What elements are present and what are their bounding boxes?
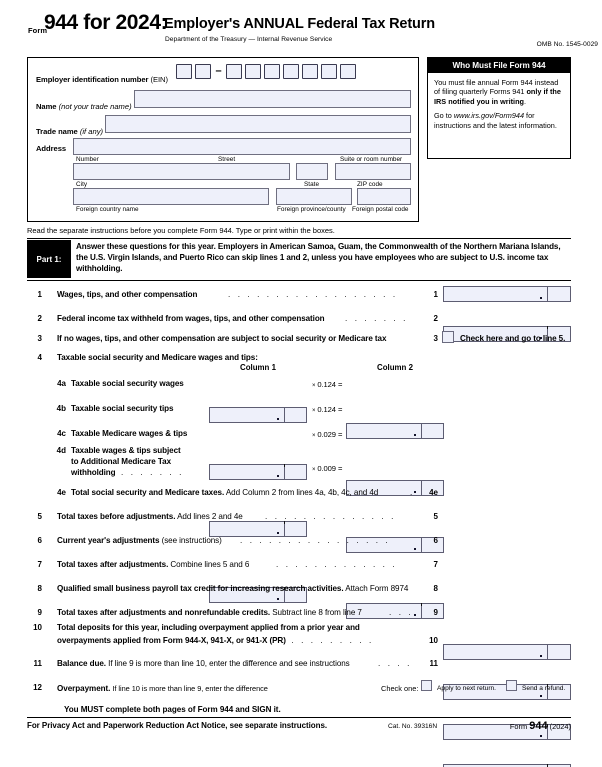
- line-5-box-number: 5: [433, 512, 438, 521]
- line-7-box-number: 7: [433, 560, 438, 569]
- line-12-number: 12: [33, 683, 42, 692]
- line-3-checkbox[interactable]: [442, 331, 454, 343]
- who-must-file-paragraph-2: Go to www.irs.gov/Form944 for instructions and the latest information.: [434, 111, 557, 130]
- line-3-label: If no wages, tips, and other compensation are subject to social security or Medicare tax: [57, 334, 387, 343]
- line-9-leader: . . .: [389, 608, 414, 617]
- line-2-box-number: 2: [433, 314, 438, 323]
- address-street-sublabel: Street: [218, 156, 236, 163]
- form-word-label: Form: [28, 26, 48, 35]
- line-4d-label-line3: withholding: [71, 468, 116, 477]
- line-1-label: Wages, tips, and other compensation: [57, 290, 198, 299]
- line-9-number: 9: [37, 608, 42, 617]
- ein-digit-4[interactable]: [245, 64, 261, 79]
- foreign-province-input[interactable]: [276, 188, 352, 205]
- department-subtitle: Department of the Treasury — Internal Revenue Service: [165, 36, 333, 43]
- ein-digit-5[interactable]: [264, 64, 280, 79]
- line-4b-number: 4b: [56, 404, 66, 413]
- who-must-file-paragraph-1: You must file annual Form 944 instead of filing quarterly Forms 941 only if the IRS notified you in writing.: [434, 77, 561, 106]
- line-4a-column2-input[interactable]: [346, 423, 444, 439]
- line-4a-column1-input[interactable]: [209, 407, 307, 423]
- ein-digit-6[interactable]: [283, 64, 299, 79]
- who-must-file-heading: Who Must File Form 944: [428, 58, 570, 73]
- line-3-number: 3: [37, 334, 42, 343]
- page-title: Employer's ANNUAL Federal Tax Return: [164, 16, 435, 32]
- address-state-input[interactable]: [296, 163, 328, 180]
- who-must-file-body: [428, 73, 570, 135]
- must-complete-notice: You MUST complete both pages of Form 944 and SIGN it.: [64, 705, 281, 714]
- line-11-leader: . . . .: [378, 659, 412, 668]
- line-4d-label-line2: to Additional Medicare Tax: [71, 457, 172, 466]
- line-8-box-number: 8: [433, 584, 438, 593]
- line-5-leader: . . . . . . . . . . . . . .: [265, 512, 396, 521]
- line-5-label: Total taxes before adjustments. Add lines 2 and 4e: [57, 512, 243, 521]
- line-4d-number: 4d: [56, 446, 66, 455]
- name-input[interactable]: [134, 90, 411, 108]
- line-6-number: 6: [37, 536, 42, 545]
- ein-digit-3[interactable]: [226, 64, 242, 79]
- line-4a-number: 4a: [57, 379, 66, 388]
- line-4c-label: Taxable Medicare wages & tips: [71, 429, 188, 438]
- line-4-number: 4: [37, 353, 42, 362]
- address-zip-input[interactable]: [335, 163, 411, 180]
- line-4e-leader: .: [410, 488, 413, 497]
- line-4d-rate: × 0.009 =: [312, 464, 343, 473]
- footer-rule: [27, 717, 571, 718]
- line-4c-column1-input[interactable]: [209, 521, 307, 537]
- who-must-file-box: [427, 57, 571, 159]
- part1-instruction-text: Answer these questions for this year. Employers in American Samoa, Guam, the Commonwealth of the Northern Mariana Islands, the U.S. Virgin Islands, and Puerto Rico can skip lines 1 and 2, unless you have employees who are subject to U.S. income tax withholding.: [76, 242, 561, 274]
- line-4e-box-number: 4e: [429, 488, 438, 497]
- line-4d-label-line1: Taxable wages & tips subject: [71, 446, 181, 455]
- line-8-number: 8: [37, 584, 42, 593]
- ein-dash: –: [215, 65, 222, 77]
- omb-number: OMB No. 1545-0029: [536, 41, 598, 48]
- part1-top-rule: [27, 238, 571, 239]
- line-12-send-refund-label: Send a refund.: [522, 685, 566, 692]
- line-10-box-number: 10: [429, 636, 438, 645]
- line-4-label: Taxable social security and Medicare wages and tips:: [57, 353, 258, 362]
- line-3-box-number: 3: [433, 334, 438, 343]
- line-4c-number: 4c: [57, 429, 66, 438]
- footer-form-identifier: Form 944 (2024): [509, 720, 571, 732]
- address-number-sublabel: Number: [76, 156, 99, 163]
- line-12-apply-next-return-checkbox[interactable]: [421, 680, 432, 691]
- line-3-checkbox-label: Check here and go to line 5.: [460, 334, 566, 343]
- foreign-postal-sublabel: Foreign postal code: [352, 206, 409, 213]
- ein-input-group[interactable]: [176, 64, 356, 79]
- line-9-label: Total taxes after adjustments and nonrefundable credits. Subtract line 8 from line 7: [57, 608, 362, 617]
- line-6-box-number: 6: [433, 536, 438, 545]
- foreign-country-input[interactable]: [73, 188, 269, 205]
- line-12-apply-next-return-label: Apply to next return.: [437, 685, 497, 692]
- line-4e-number: 4e: [57, 488, 66, 497]
- line-7-leader: . . . . . . . . . . . . .: [276, 560, 398, 569]
- name-label: Name (not your trade name): [36, 102, 132, 111]
- line-4b-column1-input[interactable]: [209, 464, 307, 480]
- address-state-sublabel: State: [304, 181, 320, 188]
- column-1-header: Column 1: [240, 363, 276, 372]
- line-12-send-refund-checkbox[interactable]: [506, 680, 517, 691]
- catalog-number: Cat. No. 39316N: [388, 723, 438, 730]
- line-4e-amount-input[interactable]: [443, 644, 571, 660]
- address-street-input[interactable]: [73, 138, 411, 155]
- ein-label: Employer identification number (EIN): [36, 75, 168, 84]
- line-1-number: 1: [37, 290, 42, 299]
- line-9-box-number: 9: [433, 608, 438, 617]
- address-label: Address: [36, 144, 67, 153]
- part1-tag: Part 1:: [27, 240, 71, 278]
- line-4c-rate: × 0.029 =: [312, 430, 343, 439]
- address-city-sublabel: City: [76, 181, 88, 188]
- column-2-header: Column 2: [377, 363, 413, 372]
- privacy-act-notice: For Privacy Act and Paperwork Reduction Act Notice, see separate instructions.: [27, 721, 328, 730]
- line-11-label: Balance due. If line 9 is more than line 10, enter the difference and see instructions: [57, 659, 350, 668]
- line-4b-rate: × 0.124 =: [312, 405, 343, 414]
- irs-form944-link[interactable]: www.irs.gov/Form944: [453, 111, 525, 121]
- line-6-leader: . . . . . . . . . . . . . . . .: [240, 536, 391, 545]
- line-5-number: 5: [37, 512, 42, 521]
- form-number-heading: 944 for 2024:: [44, 11, 168, 34]
- line-6-label: Current year's adjustments (see instructions): [57, 536, 222, 545]
- address-city-input[interactable]: [73, 163, 290, 180]
- address-suite-sublabel: Suite or room number: [340, 156, 403, 163]
- line-8-label: Qualified small business payroll tax credit for increasing research activities. Attach Form 8974: [57, 584, 409, 593]
- line-2-label: Federal income tax withheld from wages, tips, and other compensation: [57, 314, 325, 323]
- ein-digit-9[interactable]: [340, 64, 356, 79]
- ein-digit-8[interactable]: [321, 64, 337, 79]
- line-2-number: 2: [37, 314, 42, 323]
- line-4a-label: Taxable social security wages: [71, 379, 184, 388]
- line-1-box-number: 1: [433, 290, 438, 299]
- line-1-amount-input[interactable]: [443, 286, 571, 302]
- line-11-number: 11: [33, 659, 42, 668]
- line-4d-leader: . . . . . . .: [121, 468, 185, 477]
- line-10-label-line1: Total deposits for this year, including overpayment applied from a prior year and: [57, 623, 360, 632]
- ein-digit-2[interactable]: [195, 64, 211, 79]
- line-2-leader: . . . . . . .: [345, 314, 409, 323]
- foreign-province-sublabel: Foreign province/county: [277, 206, 346, 213]
- line-12-check-one-label: Check one:: [381, 684, 419, 693]
- line-10-number: 10: [33, 623, 42, 632]
- foreign-postal-input[interactable]: [357, 188, 411, 205]
- line-4a-rate: × 0.124 =: [312, 380, 343, 389]
- address-zip-sublabel: ZIP code: [357, 181, 383, 188]
- line-10-label-line2: overpayments applied from Form 944-X, 941-X, or 941-X (PR): [57, 636, 286, 645]
- read-instructions-note: Read the separate instructions before you complete Form 944. Type or print within the boxes.: [27, 226, 335, 235]
- line-7-label: Total taxes after adjustments. Combine lines 5 and 6: [57, 560, 250, 569]
- ein-digit-1[interactable]: [176, 64, 192, 79]
- trade-name-label: Trade name (if any): [36, 127, 104, 136]
- line-1-leader: . . . . . . . . . . . . . . . . . .: [228, 290, 398, 299]
- line-10-leader: . . . . . . . . . . .: [272, 636, 374, 645]
- part1-bottom-rule: [27, 280, 571, 281]
- foreign-country-sublabel: Foreign country name: [76, 206, 139, 213]
- ein-digit-7[interactable]: [302, 64, 318, 79]
- line-4b-label: Taxable social security tips: [71, 404, 174, 413]
- line-4e-label: Total social security and Medicare taxes. Add Column 2 from lines 4a, 4b, 4c, and 4d: [71, 488, 379, 497]
- line-7-number: 7: [37, 560, 42, 569]
- line-11-box-number: 11: [429, 659, 438, 668]
- trade-name-input[interactable]: [105, 115, 411, 133]
- line-12-label: Overpayment. If line 10 is more than line 9, enter the difference: [57, 684, 268, 693]
